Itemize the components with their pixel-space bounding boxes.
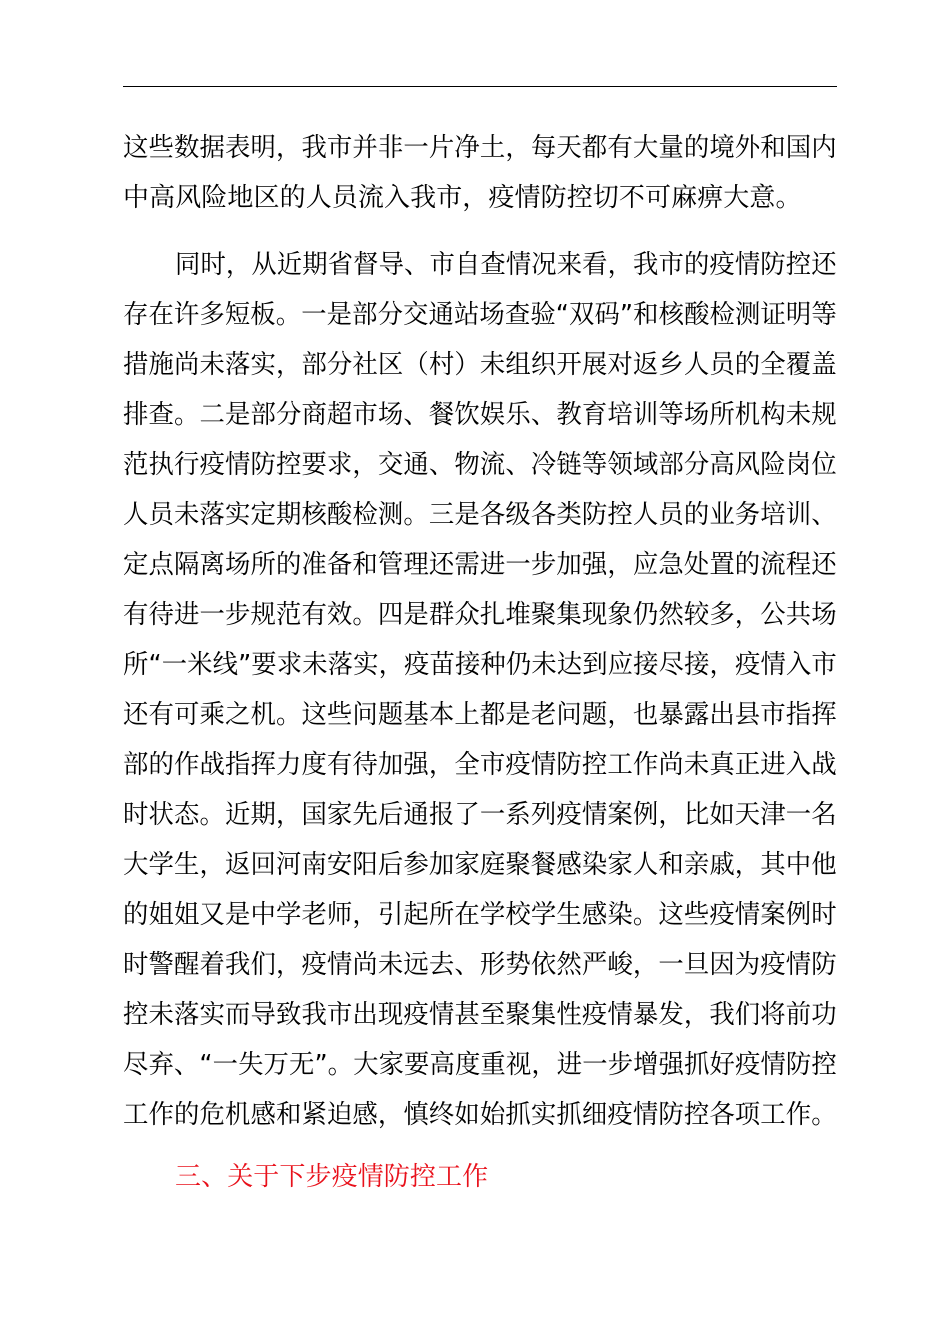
- header-rule: [123, 86, 837, 87]
- text-line: 存在许多短板。一是部分交通站场查验“双码”和核酸检测证明等: [123, 300, 837, 330]
- text-line: 尽弃、“一失万无”。大家要高度重视，进一步增强抓好疫情防控: [123, 1050, 837, 1080]
- text-line: 部的作战指挥力度有待加强，全市疫情防控工作尚未真正进入战: [123, 750, 837, 780]
- text-line: 大学生，返回河南安阳后参加家庭聚餐感染家人和亲戚，其中他: [123, 850, 837, 880]
- text-line: 定点隔离场所的准备和管理还需进一步加强，应急处置的流程还: [123, 550, 837, 580]
- text-line: 所“一米线”要求未落实，疫苗接种仍未达到应接尽接，疫情入市: [123, 650, 837, 680]
- text-line: 同时，从近期省督导、市自查情况来看，我市的疫情防控还: [175, 250, 837, 280]
- text-line: 排查。二是部分商超市场、餐饮娱乐、教育培训等场所机构未规: [123, 400, 837, 430]
- text-line: 还有可乘之机。这些问题基本上都是老问题，也暴露出县市指挥: [123, 700, 837, 730]
- text-line: 中高风险地区的人员流入我市，疫情防控切不可麻痹大意。: [123, 183, 802, 213]
- text-line: 范执行疫情防控要求，交通、物流、冷链等领域部分高风险岗位: [123, 450, 837, 480]
- text-line: 这些数据表明，我市并非一片净土，每天都有大量的境外和国内: [123, 133, 837, 163]
- text-line: 时状态。近期，国家先后通报了一系列疫情案例，比如天津一名: [123, 800, 837, 830]
- text-line: 措施尚未落实，部分社区（村）未组织开展对返乡人员的全覆盖: [123, 350, 837, 380]
- text-line: 的姐姐又是中学老师，引起所在学校学生感染。这些疫情案例时: [123, 900, 837, 930]
- text-line: 有待进一步规范有效。四是群众扎堆聚集现象仍然较多，公共场: [123, 600, 837, 630]
- section-heading: 三、关于下步疫情防控工作: [175, 1162, 489, 1192]
- text-line: 人员未落实定期核酸检测。三是各级各类防控人员的业务培训、: [123, 500, 837, 530]
- text-line: 工作的危机感和紧迫感，慎终如始抓实抓细疫情防控各项工作。: [123, 1100, 837, 1130]
- text-line: 控未落实而导致我市出现疫情甚至聚集性疫情暴发，我们将前功: [123, 1000, 837, 1030]
- text-line: 时警醒着我们，疫情尚未远去、形势依然严峻，一旦因为疫情防: [123, 950, 837, 980]
